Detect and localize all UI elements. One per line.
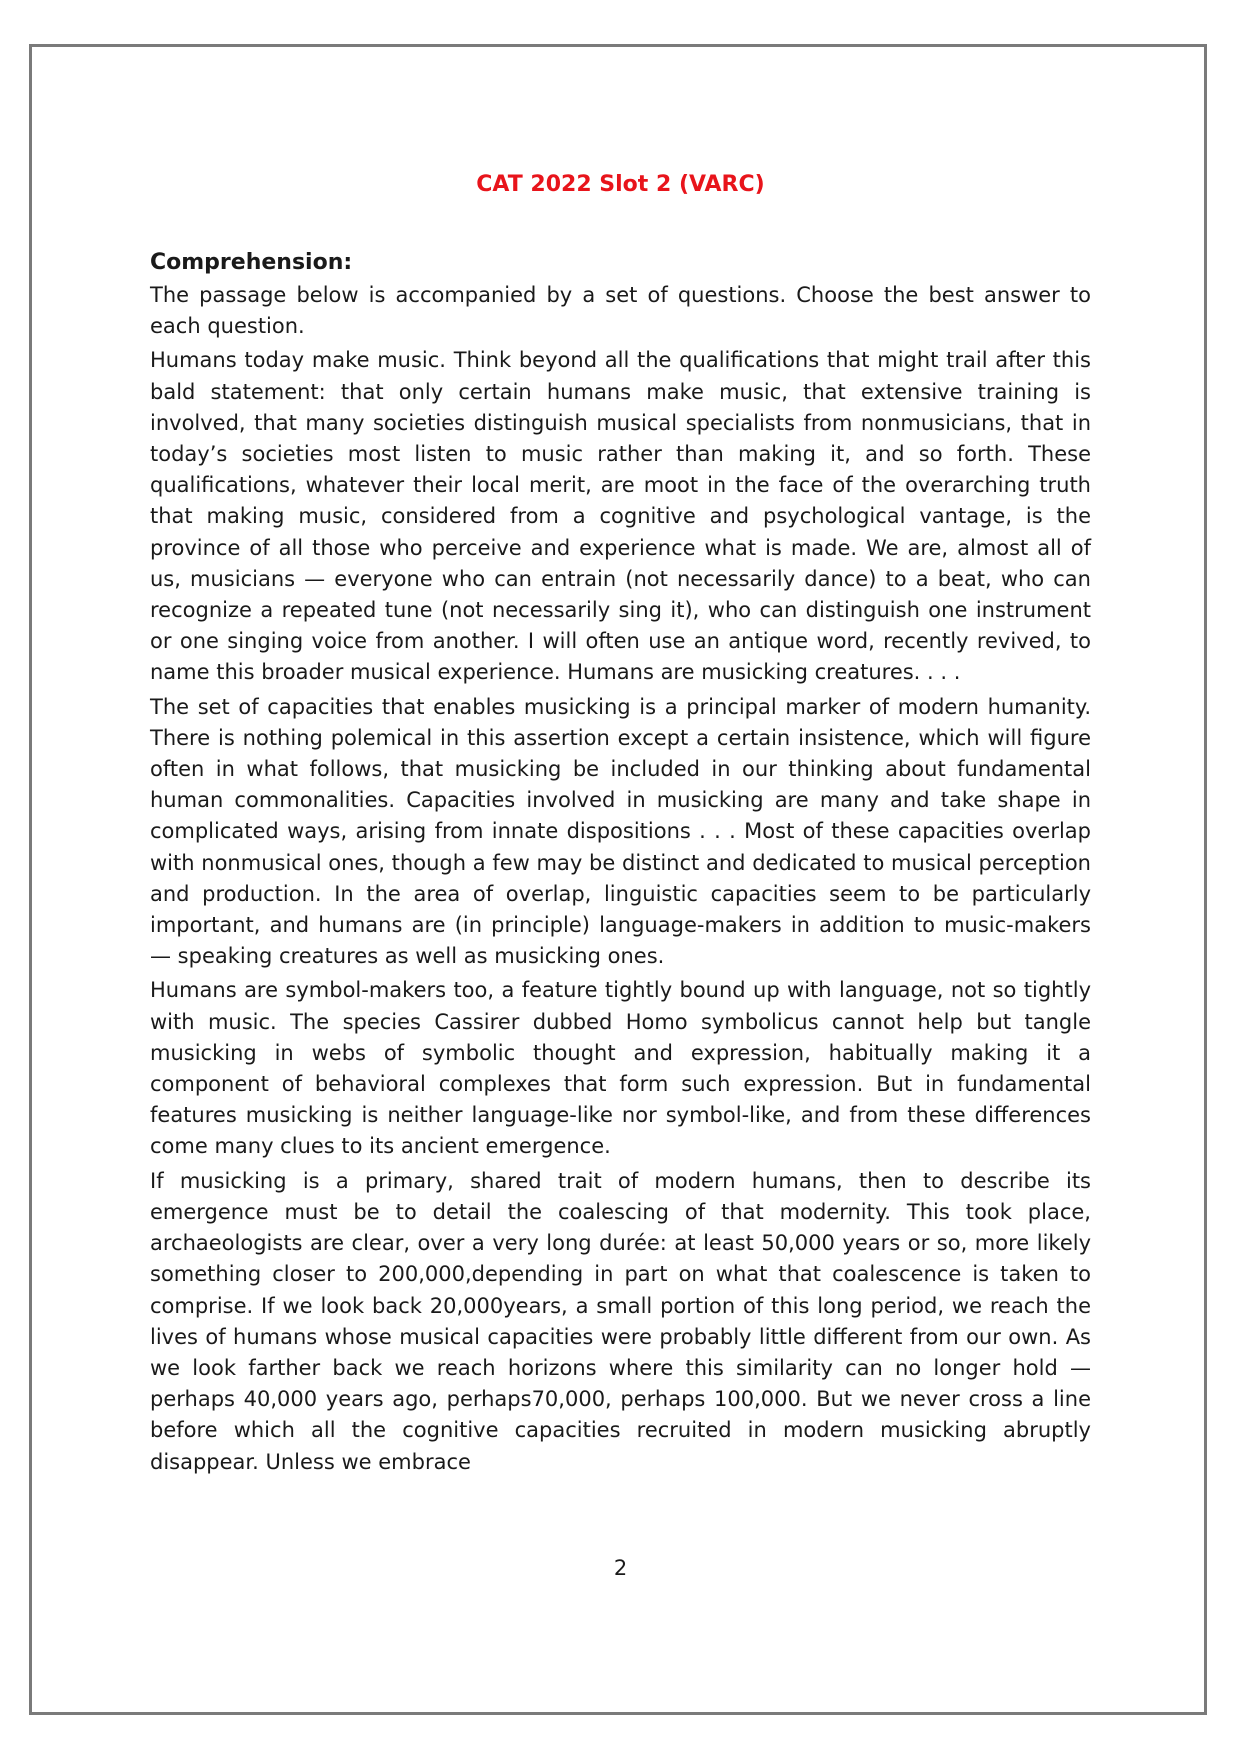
document-title: CAT 2022 Slot 2 (VARC) <box>476 172 765 197</box>
section-heading: Comprehension: <box>150 250 353 275</box>
passage-paragraph: Humans today make music. Think beyond all the qualifications that might trail after this bald statement: that only certain humans make music, that extensive training is involved, that many societies distinguish musical specialists from nonmusicians, that in today’s societies most listen to music rather than making it, and so forth. These qualifications, whatever their local merit, are moot in the face of the overarching truth that making music, considered from a cognitive and psychological vantage, is the province of all those who perceive and experience what is made. We are, almost all of us, musicians — everyone who can entrain (not necessarily dance) to a beat, who can recognize a repeated tune (not necessarily sing it), who can distinguish one instrument or one singing voice from another. I will often use an antique word, recently revived, to name this broader musical experience. Humans are musicking creatures. . . . <box>150 348 1091 685</box>
passage-paragraph: The set of capacities that enables musicking is a principal marker of modern humanity. There is nothing polemical in this assertion except a certain insistence, which will figure often in what follows, that musicking be included in our thinking about fundamental human commonalities. Capacities involved in musicking are many and take shape in complicated ways, arising from innate dispositions . . . Most of these capacities overlap with nonmusical ones, though a few may be distinct and dedicated to musical perception and production. In the area of overlap, linguistic capacities seem to be particularly important, and humans are (in principle) language-makers in addition to music-makers — speaking creatures as well as musicking ones. <box>150 694 1091 969</box>
instruction-paragraph: The passage below is accompanied by a set of questions. Choose the best answer to each question. <box>150 283 1091 339</box>
document-body <box>150 170 1091 1481</box>
passage-paragraph: If musicking is a primary, shared trait of modern humans, then to describe its emergence must be to detail the coalescing of that modernity. This took place, archaeologists are clear, over a very long durée: at least 50,000 years or so, more likely something closer to 200,000,depending in part on what that coalescence is taken to comprise. If we look back 20,000years, a small portion of this long period, we reach the lives of humans whose musical capacities were probably little different from our own. As we look farther back we reach horizons where this similarity can no longer hold — perhaps 40,000 years ago, perhaps70,000, perhaps 100,000. But we never cross a line before which all the cognitive capacities recruited in modern musicking abruptly disappear. Unless we embrace <box>150 1168 1091 1474</box>
passage-paragraph: Humans are symbol-makers too, a feature tightly bound up with language, not so tightly with music. The species Cassirer dubbed Homo symbolicus cannot help but tangle musicking in webs of symbolic thought and expression, habitually making it a component of behavioral complexes that form such expression. But in fundamental features musicking is neither language-like nor symbol-like, and from these differences come many clues to its ancient emergence. <box>150 978 1091 1159</box>
page-number: 2 <box>613 1556 628 1580</box>
